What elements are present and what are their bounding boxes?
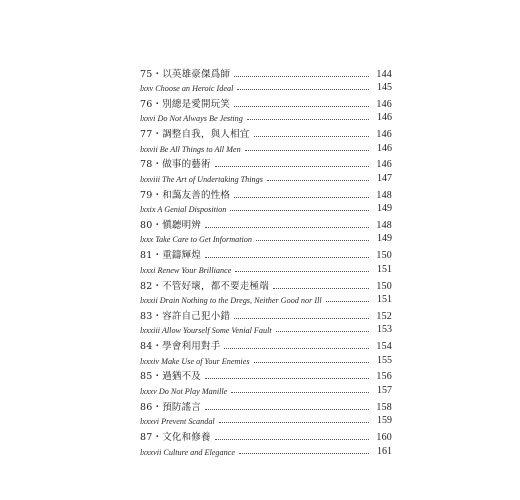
toc-page-number: 144 — [376, 68, 392, 80]
toc-page-number: 150 — [376, 280, 392, 292]
dotted-leader — [219, 422, 369, 423]
toc-entry — [140, 127, 392, 157]
toc-entry-number: 84 — [140, 341, 153, 353]
toc-chinese-label: 75・以英雄豪傑爲師 — [140, 68, 231, 80]
toc-page-number: 152 — [376, 310, 392, 322]
toc-page-number: 146 — [376, 159, 392, 171]
toc-english-line — [140, 413, 392, 427]
toc-entry-number: 85 — [140, 371, 153, 383]
toc-entry — [140, 96, 392, 126]
toc-page-number: 149 — [377, 203, 392, 215]
toc-english-line — [140, 261, 392, 275]
toc-english-line — [140, 322, 392, 336]
toc-chinese-label: 83・容許自己犯小錯 — [140, 310, 231, 322]
toc-page-number: 157 — [377, 384, 392, 396]
toc-english-title: lxxxiii Allow Yourself Some Venial Fault — [140, 326, 272, 336]
dotted-leader — [254, 136, 369, 137]
toc-chinese-line — [140, 96, 392, 110]
dotted-leader — [215, 166, 369, 167]
toc-entry-number: 77 — [140, 129, 153, 141]
toc-english-title: lxxvi Do Not Always Be Jesting — [140, 114, 243, 124]
toc-page-number: 150 — [376, 250, 392, 262]
toc-entry-number: 79 — [140, 189, 153, 201]
toc-chinese-label: 78・做事的藝術 — [140, 159, 211, 171]
toc-page-number: 146 — [376, 129, 392, 141]
dotted-leader — [237, 89, 369, 90]
toc-english-title: lxxxi Renew Your Brilliance — [140, 265, 232, 275]
dotted-leader — [234, 197, 369, 198]
toc-chinese-title: 文化和修養 — [162, 432, 211, 444]
toc-english-line — [140, 292, 392, 306]
toc-chinese-label: 77・調整自我，與人相宜 — [140, 129, 250, 141]
toc-english-title: lxxix A Genial Disposition — [140, 205, 227, 215]
dotted-leader — [267, 180, 369, 181]
toc-english-title: lxxv Choose an Heroic Ideal — [140, 84, 234, 93]
toc-english-line — [140, 231, 392, 245]
dotted-leader — [235, 271, 369, 272]
toc-entry — [140, 66, 392, 96]
toc-entry — [140, 339, 392, 369]
toc-chinese-title: 和藹友善的性格 — [162, 189, 231, 201]
toc-chinese-line — [140, 187, 392, 201]
toc-entry-number: 87 — [140, 432, 153, 444]
toc-entry-number: 83 — [140, 310, 153, 322]
toc-chinese-line — [140, 308, 392, 322]
toc-page-number: 156 — [376, 371, 392, 383]
toc-page-number: 153 — [377, 324, 392, 336]
toc-english-line — [140, 352, 392, 366]
toc-english-title: lxxx Take Care to Get Information — [140, 235, 252, 245]
dotted-leader — [205, 227, 369, 228]
toc-english-title: lxxxvii Culture and Elegance — [140, 447, 235, 457]
toc-entry-number: 86 — [140, 401, 153, 413]
dotted-leader — [234, 106, 369, 107]
dotted-leader — [230, 210, 369, 211]
toc-english-line — [140, 80, 392, 94]
toc-page-number: 146 — [376, 98, 392, 110]
toc-chinese-line — [140, 217, 392, 231]
toc-page-number: 160 — [376, 432, 392, 444]
toc-chinese-line — [140, 248, 392, 262]
toc-page-number: 148 — [376, 189, 392, 201]
toc-page-number: 155 — [377, 354, 392, 366]
toc-page-number: 147 — [377, 172, 392, 184]
toc-chinese-title: 調整自我，與人相宜 — [162, 129, 250, 141]
toc-entry-number: 81 — [140, 250, 153, 262]
toc-english-line — [140, 382, 392, 396]
toc-entry — [140, 278, 392, 308]
toc-page-number: 149 — [377, 233, 392, 245]
toc-page-number: 159 — [377, 415, 392, 427]
toc-entry-number: 76 — [140, 98, 153, 110]
toc-chinese-label: 85・過猶不及 — [140, 371, 202, 383]
toc-english-title: lxxxiv Make Use of Your Enemies — [140, 356, 250, 366]
toc-page-number: 158 — [376, 401, 392, 413]
toc-page-number: 148 — [376, 219, 392, 231]
toc-page-number: 151 — [377, 294, 392, 306]
toc-page-number: 151 — [377, 263, 392, 275]
toc-chinese-title: 預防謠言 — [162, 401, 202, 413]
toc-chinese-label: 80・愼聽明辨 — [140, 219, 202, 231]
toc-english-line — [140, 140, 392, 154]
toc-chinese-label: 76・別總是愛開玩笑 — [140, 98, 231, 110]
dotted-leader — [234, 76, 369, 77]
dotted-leader — [205, 378, 369, 379]
dotted-leader — [273, 288, 369, 289]
toc-chinese-label: 82・不管好壞，都不要走極端 — [140, 280, 269, 292]
toc-chinese-line — [140, 399, 392, 413]
toc-chinese-line — [140, 127, 392, 141]
toc-chinese-title: 愼聽明辨 — [162, 219, 202, 231]
toc-entry-number: 75 — [140, 68, 153, 80]
toc-english-title: lxxviii The Art of Undertaking Things — [140, 174, 263, 184]
dotted-leader — [215, 439, 369, 440]
dotted-leader — [256, 240, 369, 241]
toc-english-title: lxxvii Be All Things to All Men — [140, 144, 241, 154]
toc-chinese-title: 以英雄豪傑爲師 — [162, 68, 231, 80]
table-of-contents — [140, 66, 392, 460]
toc-page-number: 146 — [377, 112, 392, 124]
toc-page-number: 146 — [377, 142, 392, 154]
toc-chinese-title: 別總是愛開玩笑 — [162, 98, 231, 110]
toc-page-number: 145 — [377, 82, 392, 93]
toc-english-line — [140, 110, 392, 124]
toc-chinese-label: 86・預防謠言 — [140, 401, 202, 413]
toc-english-title: lxxxvi Prevent Scandal — [140, 417, 215, 427]
toc-chinese-title: 容許自己犯小錯 — [162, 310, 231, 322]
toc-chinese-title: 做事的藝術 — [162, 159, 211, 171]
toc-entry-number: 80 — [140, 219, 153, 231]
toc-chinese-line — [140, 430, 392, 444]
dotted-leader — [247, 119, 369, 120]
toc-english-title: lxxxii Drain Nothing to the Dregs, Neither Good nor Ill — [140, 296, 322, 306]
dotted-leader — [254, 362, 369, 363]
toc-chinese-label: 81・重鑄輝煌 — [140, 250, 202, 262]
toc-page-number: 161 — [377, 445, 392, 457]
toc-entry — [140, 248, 392, 278]
toc-english-line — [140, 201, 392, 215]
toc-page-number: 154 — [376, 341, 392, 353]
dotted-leader — [205, 409, 369, 410]
toc-chinese-title: 過猶不及 — [162, 371, 202, 383]
toc-entry — [140, 369, 392, 399]
toc-entry — [140, 187, 392, 217]
toc-entry — [140, 157, 392, 187]
toc-chinese-title: 重鑄輝煌 — [162, 250, 202, 262]
toc-english-title: lxxxv Do Not Play Manille — [140, 386, 228, 396]
toc-english-line — [140, 443, 392, 457]
toc-english-line — [140, 170, 392, 184]
dotted-leader — [245, 150, 369, 151]
dotted-leader — [234, 318, 369, 319]
toc-entry — [140, 308, 392, 338]
toc-entry — [140, 430, 392, 460]
toc-chinese-label: 79・和藹友善的性格 — [140, 189, 231, 201]
dotted-leader — [239, 453, 369, 454]
dotted-leader — [231, 392, 369, 393]
dotted-leader — [326, 301, 369, 302]
dotted-leader — [224, 348, 369, 349]
toc-chinese-line — [140, 278, 392, 292]
toc-entry — [140, 217, 392, 247]
dotted-leader — [205, 257, 369, 258]
toc-entry — [140, 399, 392, 429]
toc-chinese-title: 學會利用對手 — [162, 341, 221, 353]
toc-entry-number: 82 — [140, 280, 153, 292]
toc-chinese-line — [140, 339, 392, 353]
dotted-leader — [276, 331, 369, 332]
toc-chinese-label: 84・學會利用對手 — [140, 341, 221, 353]
toc-chinese-line — [140, 157, 392, 171]
toc-chinese-line — [140, 66, 392, 80]
toc-chinese-title: 不管好壞，都不要走極端 — [162, 280, 269, 292]
toc-chinese-line — [140, 369, 392, 383]
toc-entry-number: 78 — [140, 159, 153, 171]
toc-chinese-label: 87・文化和修養 — [140, 432, 211, 444]
